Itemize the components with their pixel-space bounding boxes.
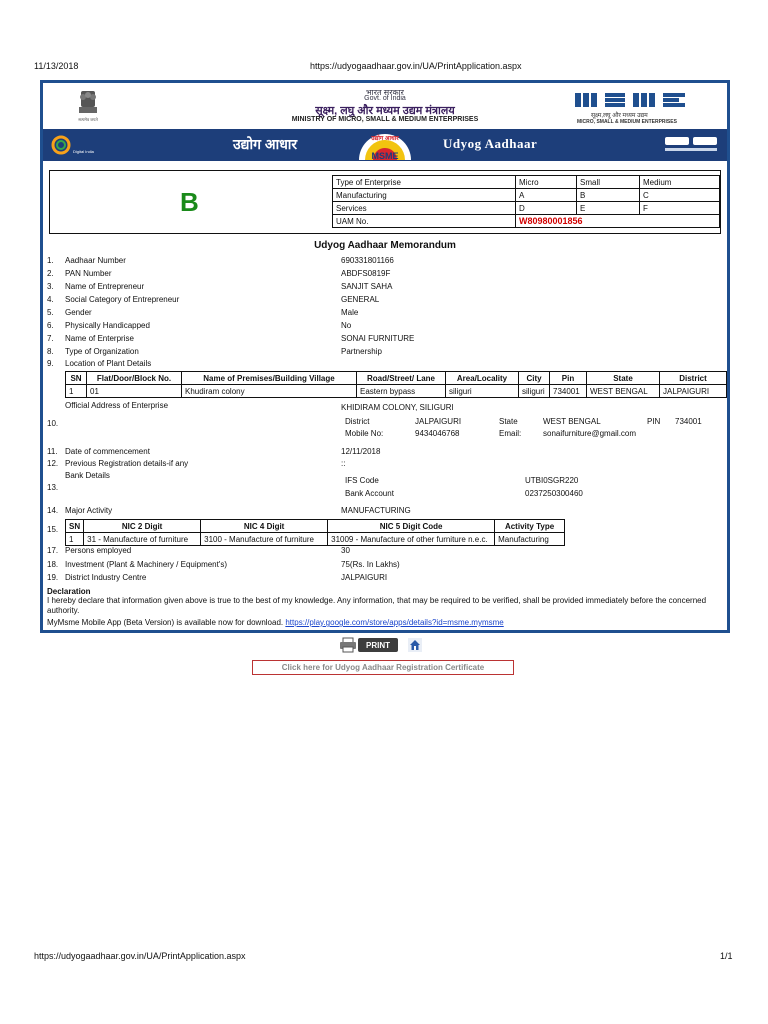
mobile-label: Mobile No: bbox=[345, 429, 384, 438]
row-number: 19. bbox=[47, 573, 59, 582]
aadhaar-number-label: Aadhaar Number bbox=[65, 256, 126, 265]
row-number: 4. bbox=[47, 295, 54, 304]
government-header bbox=[43, 83, 727, 129]
gender-label: Gender bbox=[65, 308, 92, 317]
ifs-code-value: UTBI0SGR220 bbox=[525, 476, 579, 485]
emblem-motto: सत्यमेव जयते bbox=[78, 117, 98, 122]
uam-row bbox=[333, 215, 720, 228]
ministry-hindi-label: सूक्ष्म, लघु और मध्यम उद्यम मंत्रालय bbox=[315, 105, 455, 117]
plant-table-header: Pin bbox=[550, 372, 587, 385]
row-number: 3. bbox=[47, 282, 54, 291]
plant-table-cell: siliguri bbox=[446, 385, 519, 398]
bank-details-label: Bank Details bbox=[65, 471, 110, 480]
district-value: JALPAIGURI bbox=[415, 417, 462, 426]
mobile-app-text: MyMsme Mobile App (Beta Version) is available now for download. bbox=[47, 618, 284, 627]
plant-table-header: Name of Premises/Building Village bbox=[182, 372, 357, 385]
district-label: District bbox=[345, 417, 370, 426]
gov-hindi-label: भारत सरकार bbox=[366, 88, 404, 97]
seal-msme-text: MSME bbox=[371, 151, 399, 160]
type-table-header-row bbox=[333, 176, 720, 189]
row-number: 9. bbox=[47, 359, 54, 368]
msme-logo-text: msme bbox=[575, 91, 578, 92]
nic-code-table bbox=[65, 519, 565, 546]
plant-table-cell: Khudiram colony bbox=[182, 385, 357, 398]
plant-table-cell: 01 bbox=[87, 385, 182, 398]
plant-table-header: State bbox=[587, 372, 660, 385]
district-industry-centre-label: District Industry Centre bbox=[65, 573, 147, 582]
nic-table-cell: 31009 - Manufacture of other furniture n.e.c. bbox=[328, 533, 495, 546]
digital-india-logo-icon bbox=[51, 134, 111, 156]
investment-label: Investment (Plant & Machinery / Equipment's) bbox=[65, 560, 228, 569]
table-row bbox=[66, 533, 565, 546]
seal-arc-text: उद्योग आधार bbox=[371, 136, 399, 142]
type-table-cell: F bbox=[640, 202, 720, 215]
official-address-label: Official Address of Enterprise bbox=[65, 401, 169, 410]
row-number: 13. bbox=[47, 483, 59, 492]
entrepreneur-name-label: Name of Entrepreneur bbox=[65, 282, 145, 291]
home-icon[interactable] bbox=[408, 638, 422, 652]
mobile-app-notice bbox=[47, 618, 504, 627]
nic-table-cell: 3100 - Manufacture of furniture bbox=[201, 533, 328, 546]
row-number: 15. bbox=[47, 525, 59, 534]
enterprise-category: B bbox=[180, 187, 199, 217]
handicapped-label: Physically Handicapped bbox=[65, 321, 150, 330]
type-table-cell: A bbox=[516, 189, 577, 202]
enterprise-type-box bbox=[49, 170, 721, 234]
state-value: WEST BENGAL bbox=[543, 417, 601, 426]
printer-icon bbox=[340, 637, 400, 653]
email-value: sonaifurniture@gmail.com bbox=[543, 429, 637, 438]
plant-table-cell: siliguri bbox=[519, 385, 550, 398]
row-number: 17. bbox=[47, 546, 59, 555]
row-number: 11. bbox=[47, 447, 58, 456]
plant-table-header-row bbox=[66, 372, 727, 385]
footer-page-number: 1/1 bbox=[720, 951, 733, 961]
plant-table-cell: WEST BENGAL bbox=[587, 385, 660, 398]
table-row bbox=[66, 385, 727, 398]
uam-label: UAM No. bbox=[333, 215, 516, 228]
email-label: Email: bbox=[499, 429, 522, 438]
row-number: 10. bbox=[47, 419, 59, 428]
msme-logo-icon bbox=[575, 91, 693, 109]
plant-table-header: Area/Locality bbox=[446, 372, 519, 385]
enterprise-name-value: SONAI FURNITURE bbox=[341, 334, 415, 343]
persons-employed-value: 30 bbox=[341, 546, 350, 555]
pin-label: PIN bbox=[647, 417, 661, 426]
nic-table-header: NIC 4 Digit bbox=[201, 520, 328, 533]
pin-value: 734001 bbox=[675, 417, 702, 426]
ifs-code-label: IFS Code bbox=[345, 476, 379, 485]
row-number: 8. bbox=[47, 347, 54, 356]
row-number: 5. bbox=[47, 308, 54, 317]
declaration-text: I hereby declare that information given above is true to the best of my knowledge. Any information, that may be required to be verified, shall be provided immediately before the concerned authority. bbox=[47, 596, 707, 615]
enterprise-type-table bbox=[332, 175, 720, 228]
previous-registration-label: Previous Registration details-if any bbox=[65, 459, 189, 468]
plant-table-cell: 1 bbox=[66, 385, 87, 398]
nic-table-header: NIC 2 Digit bbox=[84, 520, 201, 533]
nic-table-cell: Manufacturing bbox=[495, 533, 565, 546]
plant-table-header: City bbox=[519, 372, 550, 385]
mobile-value: 9434046768 bbox=[415, 429, 460, 438]
udyog-aadhaar-banner bbox=[43, 129, 727, 161]
memorandum-title: Udyog Aadhaar Memorandum bbox=[314, 240, 456, 251]
pan-number-label: PAN Number bbox=[65, 269, 112, 278]
district-industry-centre-value: JALPAIGURI bbox=[341, 573, 388, 582]
ministry-english-label: MINISTRY OF MICRO, SMALL & MEDIUM ENTERPRISES bbox=[291, 116, 479, 123]
udyog-aadhaar-english-title: Udyog Aadhaar bbox=[443, 136, 538, 151]
state-label: State bbox=[499, 417, 518, 426]
udyog-aadhaar-hindi-title: उद्योग आधार bbox=[233, 136, 298, 152]
organization-type-label: Type of Organization bbox=[65, 347, 139, 356]
nic-table-cell: 1 bbox=[66, 533, 84, 546]
row-number: 1. bbox=[47, 256, 54, 265]
row-number: 14. bbox=[47, 506, 59, 515]
row-number: 6. bbox=[47, 321, 54, 330]
type-table-cell: C bbox=[640, 189, 720, 202]
plant-table-cell: 734001 bbox=[550, 385, 587, 398]
type-table-cell: Micro bbox=[516, 176, 577, 189]
row-number: 18. bbox=[47, 560, 59, 569]
type-table-cell: B bbox=[577, 189, 640, 202]
investment-value: 75(Rs. In Lakhs) bbox=[341, 560, 400, 569]
uam-number: W80980001856 bbox=[519, 216, 583, 226]
plant-location-label: Location of Plant Details bbox=[65, 359, 152, 368]
major-activity-value: MANUFACTURING bbox=[341, 506, 411, 515]
registration-certificate-link[interactable]: Click here for Udyog Aadhaar Registration Certificate bbox=[252, 660, 514, 675]
social-category-label: Social Category of Entrepreneur bbox=[65, 295, 180, 304]
plant-table-cell: Eastern bypass bbox=[357, 385, 446, 398]
plant-location-table bbox=[65, 371, 727, 398]
bank-account-label: Bank Account bbox=[345, 489, 394, 498]
udyog-aadhaar-seal-icon bbox=[345, 130, 425, 160]
plant-table-header: Flat/Door/Block No. bbox=[87, 372, 182, 385]
plant-table-header: SN bbox=[66, 372, 87, 385]
footer-url: https://udyogaadhaar.gov.in/UA/PrintApplication.aspx bbox=[34, 951, 246, 961]
previous-registration-value: :: bbox=[341, 459, 346, 468]
major-activity-label: Major Activity bbox=[65, 506, 113, 515]
type-table-cell: Services bbox=[333, 202, 516, 215]
print-url: https://udyogaadhaar.gov.in/UA/PrintApplication.aspx bbox=[310, 61, 522, 71]
aadhaar-number-value: 690331801166 bbox=[341, 256, 394, 265]
msme-tag-english: MICRO, SMALL & MEDIUM ENTERPRISES bbox=[577, 119, 677, 125]
declaration-title: Declaration bbox=[47, 587, 91, 596]
plant-table-cell: JALPAIGURI bbox=[660, 385, 727, 398]
type-table-cell: D bbox=[516, 202, 577, 215]
mobile-app-link[interactable]: https://play.google.com/store/apps/details?id=msme.mymsme bbox=[285, 618, 504, 627]
nic-table-cell: 31 - Manufacture of furniture bbox=[84, 533, 201, 546]
bank-account-value: 0237250300460 bbox=[525, 489, 583, 498]
type-table-row bbox=[333, 202, 720, 215]
type-table-cell: Small bbox=[577, 176, 640, 189]
row-number: 12. bbox=[47, 459, 59, 468]
row-number: 2. bbox=[47, 269, 54, 278]
nic-table-header: Activity Type bbox=[495, 520, 565, 533]
commencement-date-value: 12/11/2018 bbox=[341, 447, 381, 456]
row-number: 7. bbox=[47, 334, 54, 343]
pan-number-value: ABDFS0819F bbox=[341, 269, 391, 278]
nic-table-header: NIC 5 Digit Code bbox=[328, 520, 495, 533]
type-table-cell: Type of Enterprise bbox=[333, 176, 516, 189]
enterprise-name-label: Name of Enterprise bbox=[65, 334, 134, 343]
entrepreneur-name-value: SANJIT SAHA bbox=[341, 282, 393, 291]
digital-india-text: Digital India bbox=[73, 149, 94, 154]
print-date: 11/13/2018 bbox=[34, 61, 79, 71]
plant-table-header: Road/Street/ Lane bbox=[357, 372, 446, 385]
persons-employed-label: Persons employed bbox=[65, 546, 132, 555]
print-button[interactable] bbox=[340, 637, 400, 653]
social-category-value: GENERAL bbox=[341, 295, 380, 304]
type-table-cell: Medium bbox=[640, 176, 720, 189]
nic-table-header-row bbox=[66, 520, 565, 533]
type-table-cell: Manufacturing bbox=[333, 189, 516, 202]
type-table-cell: E bbox=[577, 202, 640, 215]
handicapped-value: No bbox=[341, 321, 352, 330]
official-address-line: KHIDIRAM COLONY, SILIGURI bbox=[341, 403, 454, 412]
plant-table-header: District bbox=[660, 372, 727, 385]
commencement-date-label: Date of commencement bbox=[65, 447, 150, 456]
gov-english-label: Govt. of India bbox=[364, 95, 406, 102]
organization-type-value: Partnership bbox=[341, 347, 382, 356]
partner-logos-icon bbox=[663, 135, 721, 155]
msme-tag-hindi: सूक्ष्म,लघु और मध्यम उद्यम bbox=[591, 113, 648, 119]
application-frame bbox=[40, 80, 730, 633]
gender-value: Male bbox=[341, 308, 359, 317]
type-table-row bbox=[333, 189, 720, 202]
nic-table-header: SN bbox=[66, 520, 84, 533]
print-button-label: PRINT bbox=[366, 641, 390, 650]
